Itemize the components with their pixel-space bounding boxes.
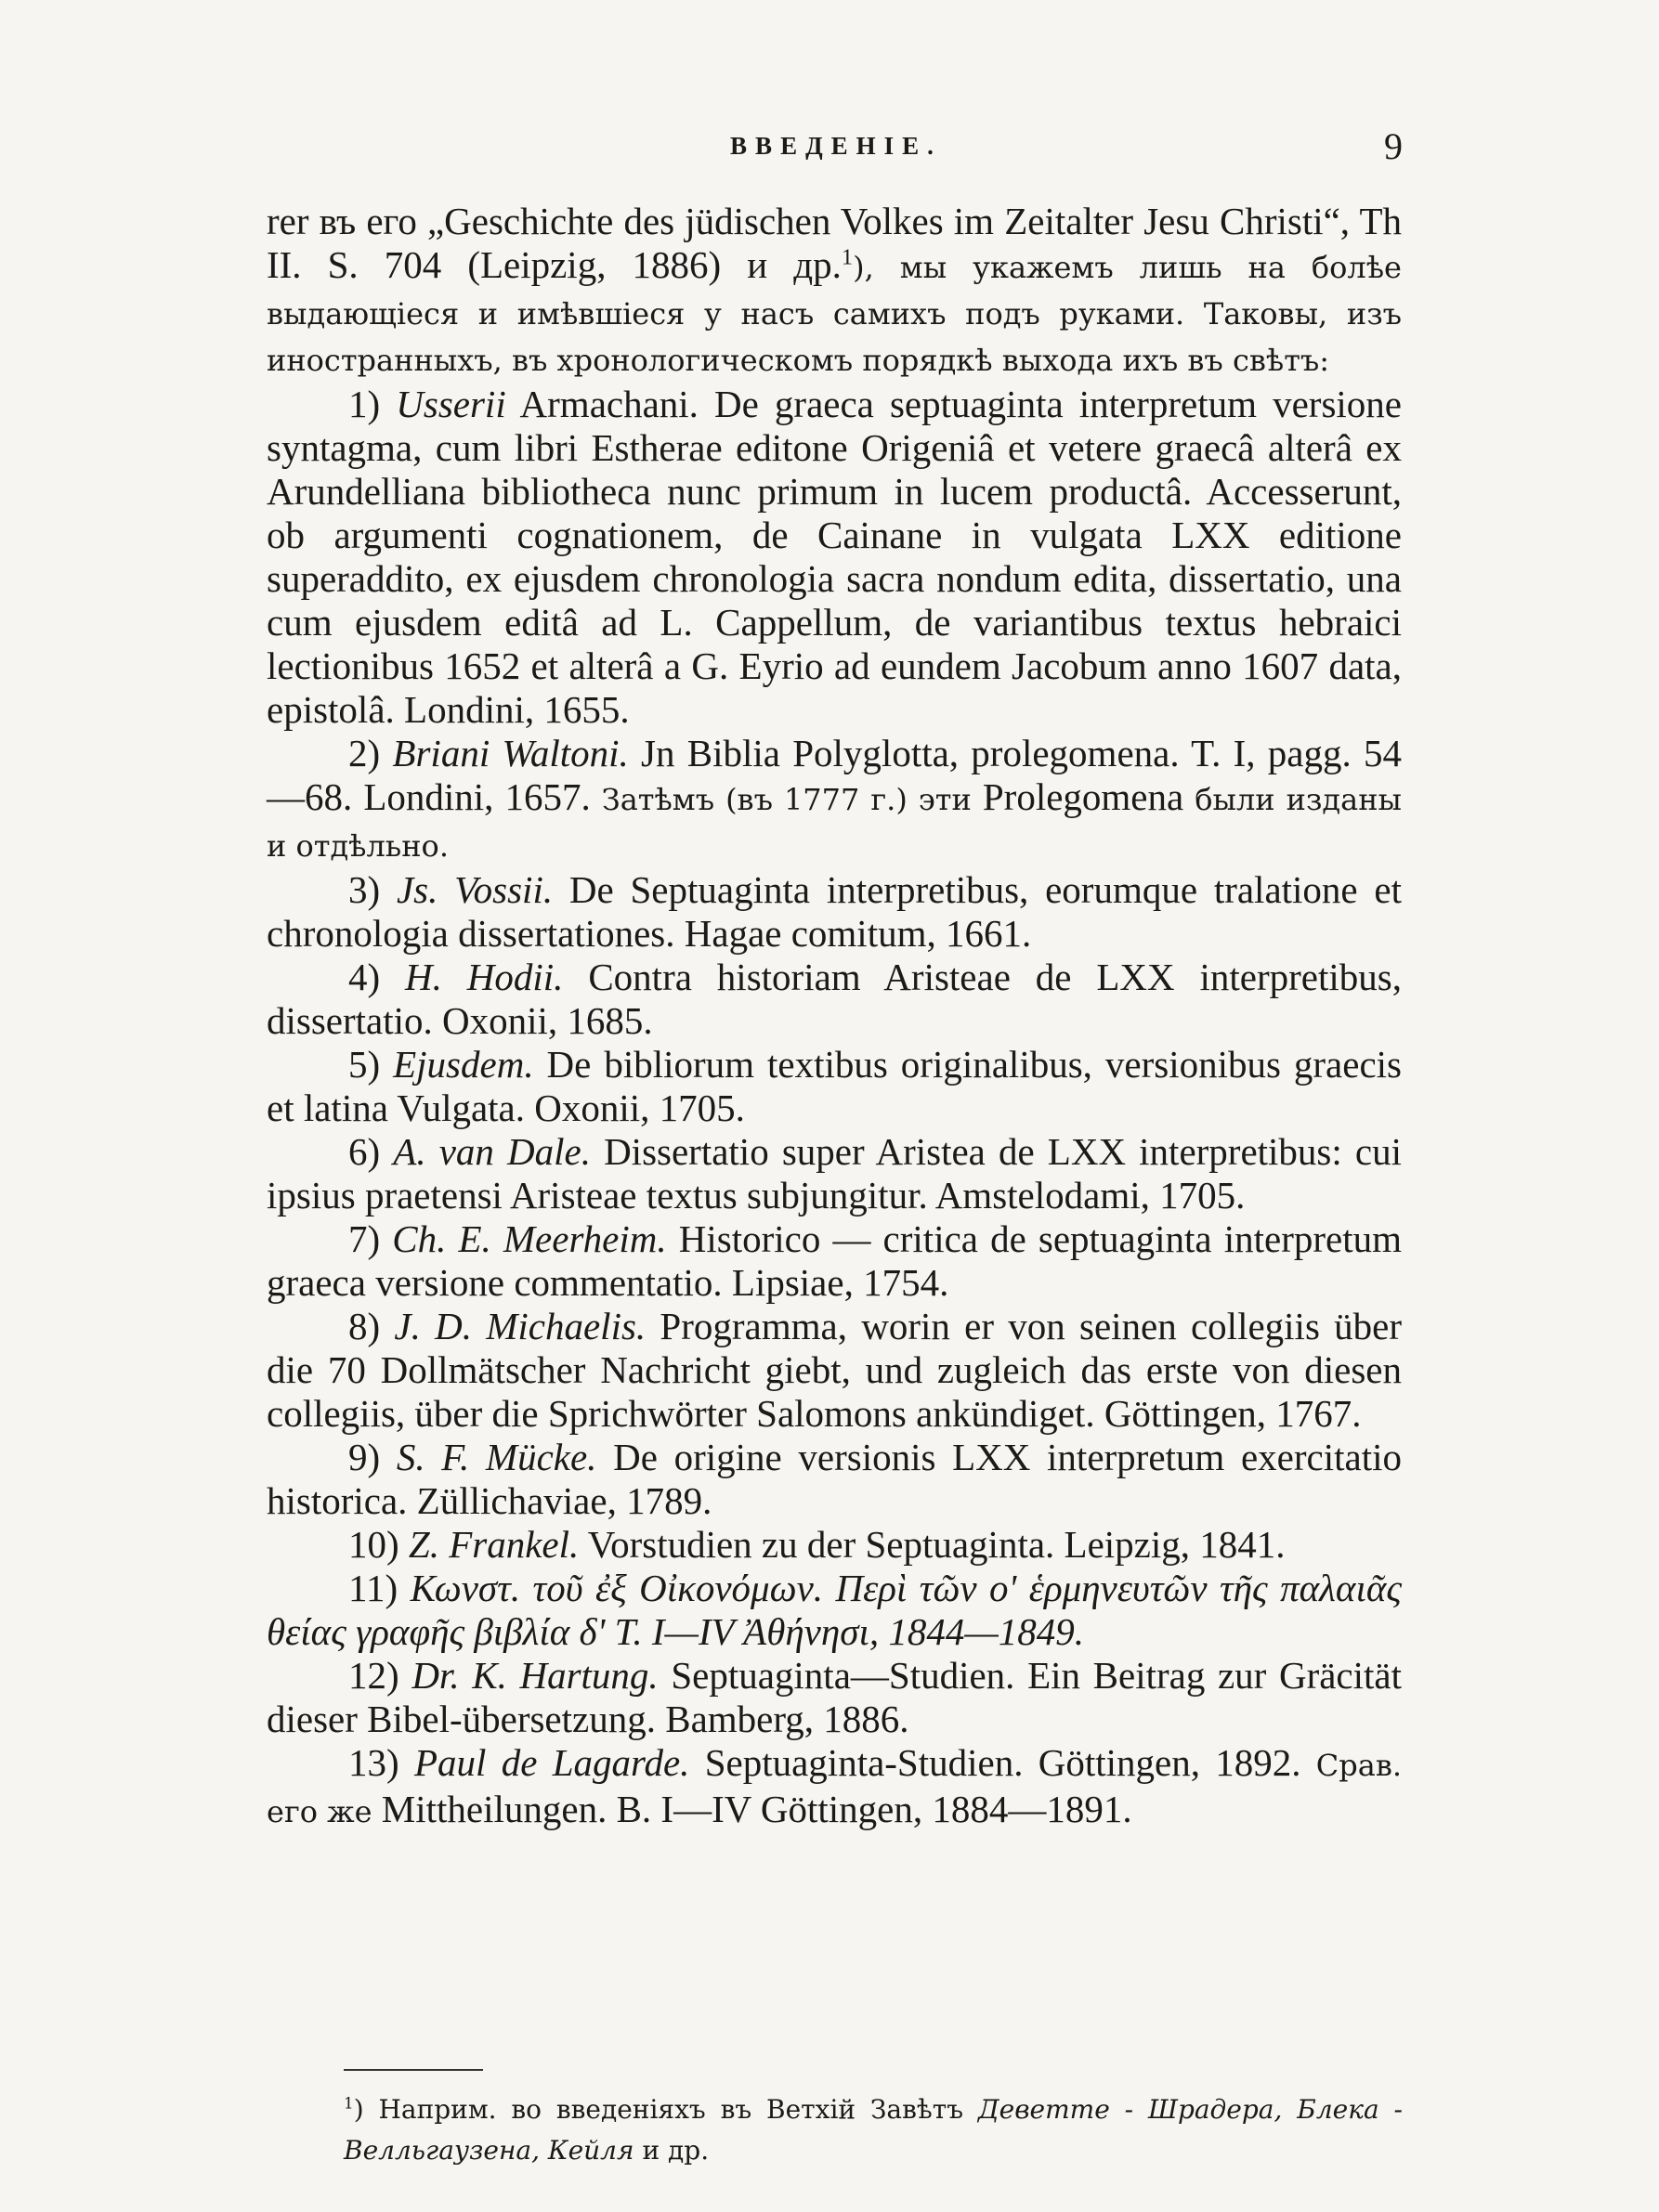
entry-number: 11) [348,1567,398,1609]
entry-title: De bibliorum textibus originalibus, versionibus graecis et latina Vulgata. Oxonii, 1705. [267,1043,1402,1129]
bibliography-entry [267,1305,1402,1436]
entry-author: Js. Vossii. [396,868,554,911]
bibliography-entry [267,956,1402,1043]
intro-paragraph [267,200,1402,383]
entry-title: Historico — critica de septuaginta interpretum graeca versione commentatio. Lipsiae, 1754. [267,1217,1403,1304]
entry-note-latin: Mittheilungen. B. I—IV Göttingen, 1884—1891. [372,1788,1132,1830]
bibliography-entry [267,1130,1402,1217]
page-header [269,123,1403,178]
bibliography-entry [267,868,1402,956]
entry-author: Paul de Lagarde. [413,1741,690,1784]
entry-title: Septuaginta—Studien. Ein Beitrag zur Gräcität dieser Bibel-übersetzung. Bamberg, 1886. [267,1654,1403,1740]
entry-number: 8) [348,1305,381,1347]
entry-title: Vorstudien zu der Septuaginta. Leipzig, 1841. [579,1523,1286,1566]
entry-number: 4) [348,956,381,998]
entry-number: 1) [348,383,381,425]
bibliography-entry [267,1741,1402,1834]
running-title: ВВЕДЕНІЕ. [730,132,942,160]
entry-title: Dissertatio super Aristea de LXX interpretibus: cui ipsius praetensi Aristeae textus subjungitur. Amstelodami, 1705. [267,1130,1402,1217]
footnote-ref: 1 [841,244,854,270]
entry-author: Usserii [396,383,506,425]
footnote [344,2089,1403,2171]
footnote-names: Деветте - Шрадера, Блека - Велльгаузена, Кейля [344,2094,1403,2166]
bibliography-entry [267,1654,1402,1741]
entry-title: De Septuaginta interpretibus, eorumque tralatione et chronologia dissertationes. Hagae comitum, 1661. [267,868,1403,955]
intro-text-latin: rer въ его „Geschichte des jüdischen Volkes im Zeitalter Jesu Christi“, Th II. S. 704 (Leipzig, 1886) и др. [267,200,1402,286]
bibliography-entry [267,1217,1402,1305]
entry-note-russian: Срав. его же [267,1748,1403,1829]
entry-author: Z. Frankel. [408,1523,580,1566]
entry-title: Septuaginta-Studien. Göttingen, 1892. [689,1741,1301,1784]
entry-author: Ch. E. Meerheim. [392,1217,667,1260]
entry-note-russian: Затѣмъ (въ 1777 г.) эти [590,782,972,817]
bibliography-entry [267,1567,1402,1654]
main-text [267,200,1402,1834]
bibliography-entry [267,732,1402,868]
entry-title-greek: Κωνστ. τοῦ ἐξ Οἰκονόμων. Περὶ τῶν ο' ἑρμηνευτῶν τῆς παλαιᾶς θείας γραφῆς βιβλία δ' Τ. I—IV Ἀθήνησι, 1844—1849. [267,1567,1402,1653]
entry-number: 10) [348,1523,399,1566]
entry-number: 2) [348,732,381,774]
bibliography-entry [267,1436,1402,1523]
entry-title: Jn Biblia Polyglotta, prolegomena. T. I, pagg. 54—68. Londini, 1657. [267,732,1402,818]
entry-author: S. F. Mücke. [396,1436,597,1478]
entry-number: 12) [348,1654,399,1697]
intro-text-russian: ), мы укажемъ лишь на болѣе выдающіеся и имѣвшіеся у насъ самихъ подъ руками. Таковы, изъ иностранныхъ, въ хронологическомъ порядкѣ выхода ихъ въ свѣтъ: [267,250,1402,378]
page-number: 9 [1384,125,1403,167]
footnote-divider [344,2069,483,2071]
entry-number: 3) [348,868,381,911]
entry-number: 13) [348,1741,399,1784]
entry-title: Programma, worin er von seinen collegiis über die 70 Dollmätscher Nachricht giebt, und zugleich das erste von diesen collegiis, über die Sprichwörter Salomons ankündiget. Göttingen, 1767. [267,1305,1403,1435]
entry-number: 9) [348,1436,381,1478]
entry-author: Briani Waltoni. [392,732,629,774]
bibliography-entry [267,383,1402,732]
entry-title: Contra historiam Aristeae de LXX interpretibus, dissertatio. Oxonii, 1685. [267,956,1402,1042]
entry-author: Dr. K. Hartung. [411,1654,659,1697]
bibliography-entry [267,1523,1402,1567]
entry-author: J. D. Michaelis. [394,1305,647,1347]
footnote-tail: и др. [634,2135,710,2166]
entry-title: Armachani. De graeca septuaginta interpretum versione syntagma, cum libri Estherae editone Origeniâ et vetere graecâ alterâ ex Arundelliana bibliotheca nunc primum in lucem productâ. Accesserunt, ob argumenti cognationem, de Cainane in vulgata LXX editione superaddito, ex ejusdem chronologia sacra nondum edita, dissertatio, una cum ejusdem editâ ad L. Cappellum, de variantibus textus hebraici lectionibus 1652 et alterâ a G. Eyrio ad eundem Jacobum anno 1607 data, epistolâ. Londini, 1655. [267,383,1403,731]
entry-note-russian-2: были изданы и отдѣльно. [267,782,1402,864]
entry-author: A. van Dale. [393,1130,591,1173]
entry-number: 5) [348,1043,381,1086]
footnote-marker: 1 [344,2093,354,2113]
entry-author: Ejusdem. [393,1043,534,1086]
entry-author: H. Hodii. [405,956,564,998]
bibliography-entry [267,1043,1402,1130]
entry-number: 7) [348,1217,381,1260]
entry-number: 6) [348,1130,381,1173]
entry-note-latin: Prolegomena [971,775,1184,818]
entry-title: De origine versionis LXX interpretum exercitatio historica. Züllichaviae, 1789. [267,1436,1402,1522]
footnote-text: ) Наприм. во введеніяхъ въ Ветхій Завѣтъ [353,2094,978,2125]
